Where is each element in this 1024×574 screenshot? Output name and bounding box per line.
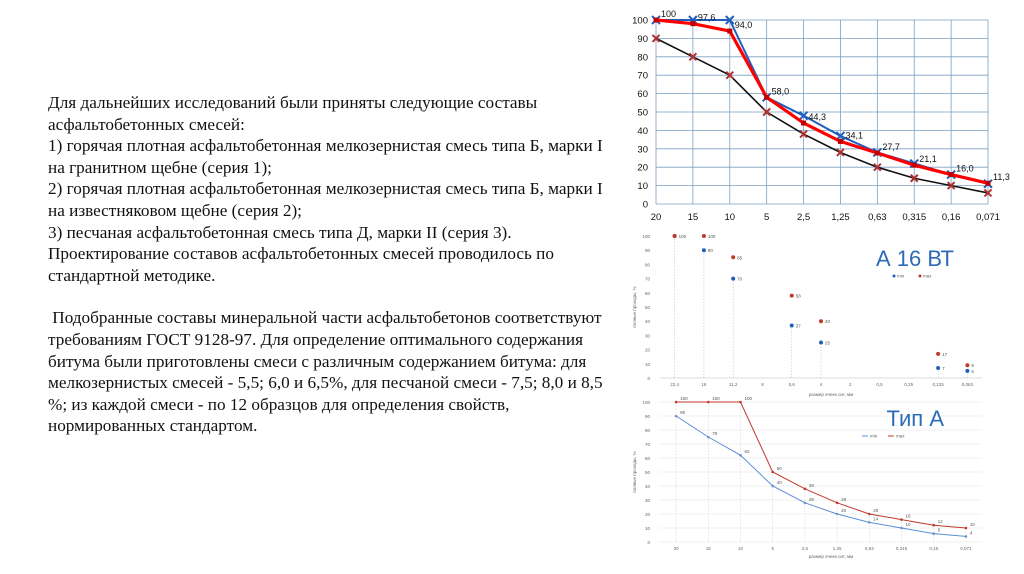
text-block (48, 92, 613, 437)
data-label: 28 (841, 496, 847, 502)
chart-title: А 16 ВТ (875, 246, 954, 271)
x-tick-label: 4 (819, 382, 823, 387)
y-tick-label: 90 (644, 248, 650, 254)
data-label: 40 (776, 480, 782, 485)
x-tick-label: 0,63 (864, 546, 874, 551)
series-point-1 (673, 234, 677, 238)
y-tick-label: 10 (644, 361, 650, 367)
data-label: 5 (971, 368, 974, 374)
series-point-1 (965, 363, 969, 367)
x-tick-label: 22,4 (670, 382, 680, 387)
data-label: 16 (905, 513, 911, 519)
series-point-1 (965, 527, 968, 530)
legend-swatch (919, 275, 922, 278)
data-label: 90 (680, 410, 686, 415)
series-point-0 (727, 29, 732, 34)
data-label: 40 (825, 319, 831, 325)
series-point-1 (836, 502, 839, 505)
x-tick-label: 15 (705, 546, 711, 551)
data-label: 10 (969, 522, 975, 527)
x-tick-label: 2,5 (801, 546, 809, 551)
x-tick-label: 0,315 (895, 546, 908, 551)
data-label: 20 (873, 508, 879, 513)
data-label: 97,6 (697, 12, 716, 23)
x-tick-label: 0,5 (876, 382, 883, 387)
y-tick-label: 70 (644, 276, 650, 282)
y-tick-label: 60 (637, 89, 648, 101)
x-tick-label: 0,071 (960, 546, 972, 551)
data-label: 11,3 (993, 172, 1010, 183)
y-tick-label: 10 (637, 181, 648, 193)
y-tick-label: 40 (637, 125, 648, 137)
data-label: 94,0 (734, 20, 753, 31)
series-point-0 (654, 18, 659, 23)
x-tick-label: 0,16 (941, 212, 961, 223)
series-point-0 (801, 121, 806, 126)
series-point-0 (690, 21, 695, 26)
x-tick-label: 15 (687, 212, 699, 223)
series-point-1 (804, 488, 807, 491)
data-label: 58 (795, 293, 801, 299)
legend-label: max (923, 273, 932, 279)
data-label: 90 (707, 248, 713, 254)
data-label: 12 (937, 519, 943, 525)
x-tick-label: 1,25 (831, 212, 850, 223)
y-tick-label: 80 (644, 262, 650, 268)
series-point-1 (707, 401, 710, 404)
series-point-1 (675, 401, 678, 404)
y-tick-label: 100 (632, 15, 648, 27)
legend-label: min (870, 433, 878, 439)
series-line-1 (656, 20, 988, 184)
series-point-0 (838, 139, 843, 144)
series-point-0 (790, 323, 794, 327)
y-tick-label: 0 (647, 376, 650, 381)
y-tick-label: 0 (642, 199, 648, 211)
series-point-1 (932, 524, 935, 527)
data-label: 6 (937, 527, 941, 533)
data-label: 21,1 (919, 154, 937, 165)
x-tick-label: 0,125 (932, 382, 944, 387)
y-axis-label: полные проходы, % (632, 286, 637, 328)
series-point-1 (936, 352, 940, 356)
y-tick-label: 30 (637, 144, 648, 156)
data-label: 100 (744, 396, 753, 401)
series-point-0 (936, 366, 940, 370)
y-tick-label: 20 (644, 347, 650, 353)
data-label: 34,1 (845, 130, 863, 141)
x-tick-label: 5 (764, 212, 770, 223)
x-tick-label: 0,315 (902, 212, 927, 223)
data-label: 10 (905, 522, 911, 527)
y-tick-label: 80 (644, 428, 650, 433)
data-label: 9 (971, 363, 974, 369)
y-tick-label: 20 (637, 162, 648, 174)
series-point-1 (731, 255, 735, 259)
data-label: 100 (678, 234, 687, 239)
data-label: 75 (712, 431, 718, 436)
x-tick-label: 5 (771, 546, 774, 551)
x-tick-label: 0,071 (976, 212, 1000, 223)
data-label: 7 (942, 366, 945, 372)
x-tick-label: 10 (724, 212, 736, 223)
data-label: 4 (969, 530, 973, 536)
data-label: 37 (795, 323, 801, 329)
data-label: 100 (712, 396, 720, 401)
series-line-0 (656, 20, 988, 183)
data-label: 38 (808, 482, 814, 488)
data-label: 44,3 (808, 112, 827, 123)
data-label: 85 (737, 255, 743, 261)
y-tick-label: 50 (637, 107, 648, 119)
y-tick-label: 70 (644, 442, 650, 447)
x-tick-label: 8 (761, 382, 764, 387)
series-point-1 (819, 319, 823, 323)
series-point-1 (868, 513, 871, 516)
data-label: 25 (825, 340, 831, 346)
y-tick-label: 0 (647, 540, 650, 545)
series-point-0 (702, 248, 706, 252)
data-label: 16,0 (956, 163, 974, 174)
y-tick-label: 30 (644, 498, 650, 503)
data-label: 70 (737, 276, 743, 282)
x-tick-label: 5,6 (788, 382, 795, 387)
data-label: 100 (707, 234, 716, 239)
x-tick-label: 0,63 (868, 212, 887, 223)
data-label: 27,7 (882, 142, 900, 153)
x-tick-label: 2,5 (796, 212, 811, 223)
series-point-0 (949, 172, 954, 177)
data-label: 28 (808, 496, 814, 502)
series-point-1 (900, 518, 903, 521)
x-tick-label: 1,25 (832, 546, 842, 551)
series-point-0 (764, 95, 769, 100)
x-tick-label: 11,2 (728, 382, 738, 387)
data-label: 14 (873, 516, 879, 522)
grading-chart-main (612, 8, 1010, 230)
series-line-0 (676, 416, 966, 536)
x-tick-label: 20 (650, 212, 662, 223)
x-axis-label: размер ячеек сит, мм (808, 392, 854, 397)
data-label: 100 (661, 9, 677, 19)
series-point-0 (819, 341, 823, 345)
chart-title: Тип А (886, 406, 944, 431)
x-tick-label: 0,25 (904, 382, 914, 387)
data-label: 62 (744, 449, 750, 455)
series-point-1 (790, 294, 794, 298)
x-tick-label: 0,16 (929, 546, 939, 551)
paragraph-1: Для дальнейших исследований были приняты следующие составы асфальтобетонных смесей: 1) горячая плотная асфальтобетонная мелкозернистая смесь типа Б, марки I на гранитном щебне (серия 1); 2) горячая плотная асфальтобетонная мелкозернистая смесь типа Б, марки I на известняковом щебне (серия 2); 3) песчаная асфальтобетонная смесь типа Д, марки II (серия 3). Проектирование составов асфальтобетонных смесей проводилось по стандартной методике. (48, 93, 603, 285)
y-tick-label: 100 (642, 400, 650, 405)
legend-swatch (893, 275, 896, 278)
y-tick-label: 50 (644, 305, 650, 310)
y-tick-label: 30 (644, 333, 650, 339)
series-point-0 (912, 163, 917, 168)
y-tick-label: 40 (644, 319, 650, 325)
x-tick-label: 2 (849, 382, 852, 387)
data-label: 20 (841, 508, 847, 513)
data-label: 100 (680, 396, 688, 401)
grading-chart-a16vt (630, 228, 990, 397)
grading-chart-type-a (630, 392, 990, 562)
series-point-0 (731, 277, 735, 281)
y-tick-label: 50 (644, 470, 650, 475)
data-label: 50 (776, 466, 782, 471)
y-tick-label: 80 (637, 52, 648, 64)
x-tick-label: 16 (701, 382, 707, 387)
legend-label: min (897, 273, 905, 279)
data-label: 58,0 (771, 86, 790, 97)
series-point-0 (965, 369, 969, 373)
x-tick-label: 0,063 (961, 382, 973, 387)
y-tick-label: 60 (644, 456, 650, 461)
legend-label: max (896, 433, 905, 439)
y-tick-label: 20 (644, 512, 650, 517)
y-tick-label: 90 (637, 33, 648, 45)
series-point-0 (875, 151, 880, 156)
y-tick-label: 70 (637, 70, 648, 82)
x-tick-label: 10 (737, 546, 744, 551)
series-point-1 (702, 234, 706, 238)
x-tick-label: 20 (673, 546, 679, 551)
y-tick-label: 100 (642, 234, 650, 239)
x-axis-label: размер ячеек сит, мм (808, 554, 854, 559)
data-label: 17 (942, 351, 948, 357)
y-axis-label: полные проходы, % (632, 451, 637, 493)
y-tick-label: 10 (644, 526, 650, 531)
series-point-1 (739, 401, 742, 404)
series-point-0 (986, 181, 991, 186)
y-tick-label: 90 (644, 414, 650, 419)
series-point-1 (771, 471, 774, 474)
paragraph-2: Подобранные составы минеральной части асфальтобетонов соответствуют требованиям ГОСТ 9128-97. Для определение оптимального содержания битума были приготовлены смеси с различным содержанием битума: для мелкозернистых смесей - 5,5; 6,0 и 6,5%, для песчаной смеси - 7,5; 8,0 и 8,5 %; из каждой смеси - по 12 образцов для определения свойств, нормированных стандартом. (48, 308, 607, 436)
y-tick-label: 60 (644, 290, 650, 296)
y-tick-label: 40 (644, 484, 650, 489)
